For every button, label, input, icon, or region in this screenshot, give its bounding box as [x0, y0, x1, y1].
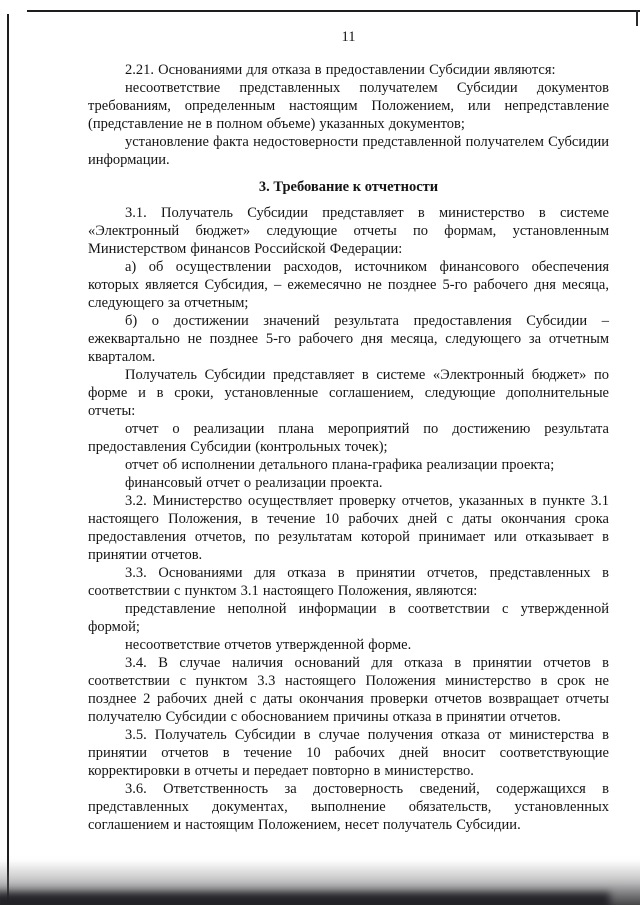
document-paragraph: а) об осуществлении расходов, источником финансового обеспечения которых является Субсидия, – ежемесячно не позднее 5-го рабочего дня месяца, следующего за отчетным;: [88, 259, 609, 311]
page-border-left: [7, 14, 9, 905]
document-paragraph: 3.3. Основаниями для отказа в принятии отчетов, представленных в соответствии с пунктом 3.1 настоящего Положения, являются:: [88, 565, 609, 599]
document-paragraph: несоответствие отчетов утвержденной форме.: [125, 637, 412, 653]
document-paragraph: представление неполной информации в соответствии с утвержденной формой;: [88, 601, 609, 635]
document-content: [88, 28, 609, 834]
page-border-top: [27, 10, 640, 12]
document-paragraph: б) о достижении значений результата предоставления Субсидии – ежеквартально не позднее 5-го рабочего дня месяца, следующего за отчетным кварталом.: [88, 313, 609, 365]
document-paragraph: 3.4. В случае наличия оснований для отказа в принятии отчетов в соответствии с пунктом 3.3 настоящего Положения министерство в срок не позднее 2 рабочих дней с даты окончания проверки отчетов возвращает отчеты получателю Субсидии с обоснованием причины отказа в принятии отчетов.: [88, 655, 609, 725]
document-paragraph: 3.6. Ответственность за достоверность сведений, содержащихся в представленных документах, выполнение обязательств, установленных соглашением и настоящим Положением, несет получатель Субсидии.: [88, 781, 609, 833]
document-paragraph: установление факта недостоверности представленной получателем Субсидии информации.: [88, 134, 609, 168]
section-heading: 3. Требование к отчетности: [258, 179, 439, 195]
document-paragraph: 3.1. Получатель Субсидии представляет в министерство в системе «Электронный бюджет» следующие отчеты по формам, установленным Министерством финансов Российской Федерации:: [88, 205, 609, 257]
document-paragraph: финансовый отчет о реализации проекта.: [125, 475, 383, 491]
document-paragraph: Получатель Субсидии представляет в системе «Электронный бюджет» по форме и в сроки, установленные соглашением, следующие дополнительные отчеты:: [88, 367, 609, 419]
document-paragraph: отчет о реализации плана мероприятий по достижению результата предоставления Субсидии (контрольных точек);: [88, 421, 609, 455]
scan-shadow-bottom-edge: [0, 893, 610, 905]
page-number: 11: [341, 29, 356, 45]
page-border-right: [636, 10, 638, 26]
document-paragraph: 3.5. Получатель Субсидии в случае получения отказа от министерства в принятии отчетов в течение 10 рабочих дней вносит соответствующие корректировки в отчеты и передает повторно в министерство.: [88, 727, 609, 779]
document-paragraph: отчет об исполнении детального плана-графика реализации проекта;: [125, 457, 555, 473]
document-paragraph: 3.2. Министерство осуществляет проверку отчетов, указанных в пункте 3.1 настоящего Положения, в течение 10 рабочих дней с даты окончания срока предоставления отчетов, по результатам которой принимает или отказывает в принятии отчетов.: [88, 493, 609, 563]
document-paragraph: несоответствие представленных получателем Субсидии документов требованиям, определенным настоящим Положением, или непредставление (представление не в полном объеме) указанных документов;: [88, 80, 609, 132]
document-paragraph: 2.21. Основаниями для отказа в предоставлении Субсидии являются:: [125, 62, 556, 78]
